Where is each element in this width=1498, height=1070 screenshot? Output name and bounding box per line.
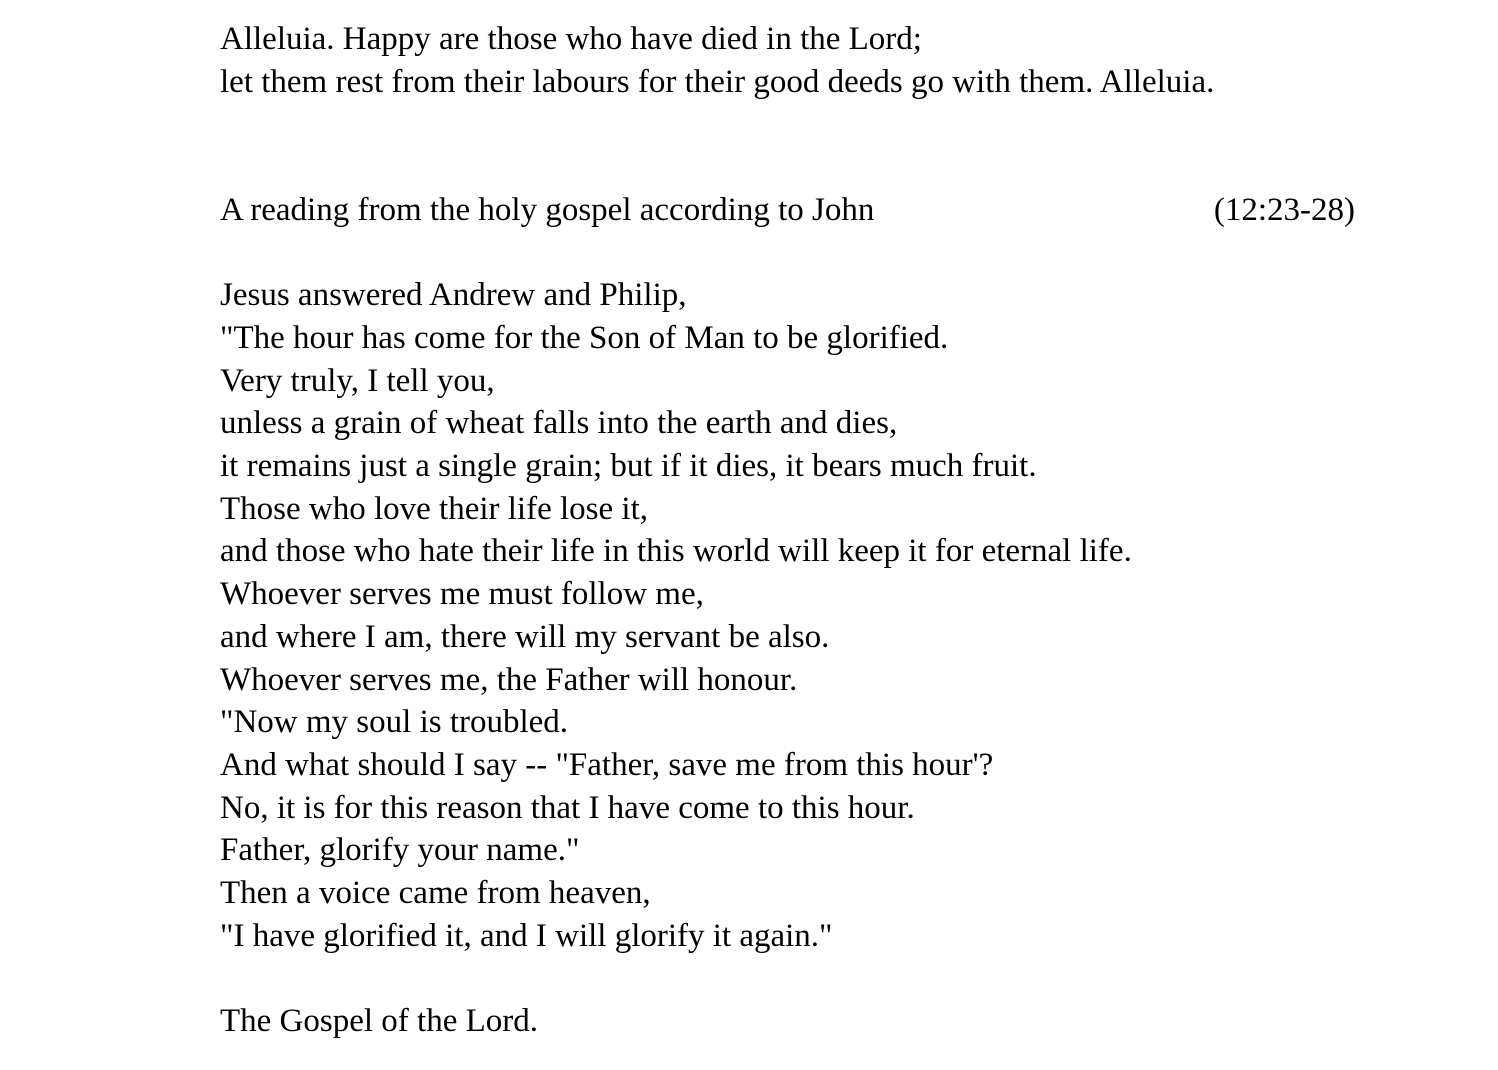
blank-line <box>220 103 1498 146</box>
gospel-text-line: "The hour has come for the Son of Man to be glorified. <box>220 319 949 356</box>
gospel-text-line: Those who love their life lose it, <box>220 490 648 527</box>
gospel-text-line: and those who hate their life in this world will keep it for eternal life. <box>220 533 1132 570</box>
gospel-text-line: and where I am, there will my servant be also. <box>220 618 830 655</box>
scripture-reference: (12:23-28) <box>1213 191 1355 228</box>
blank-line <box>220 231 1498 274</box>
gospel-text-line: And what should I say -- "Father, save me from this hour'? <box>220 746 994 783</box>
gospel-text-line: "I have glorified it, and I will glorify it again." <box>220 917 833 954</box>
gospel-text-line: Jesus answered Andrew and Philip, <box>220 277 687 314</box>
blank-line <box>220 146 1498 189</box>
reading-heading <box>220 189 1355 232</box>
gospel-text-line: Then a voice came from heaven, <box>220 875 651 912</box>
reading-title: A reading from the holy gospel according to John <box>220 191 875 228</box>
gospel-text-line: Father, glorify your name." <box>220 832 580 869</box>
closing-line: The Gospel of the Lord. <box>220 1003 538 1040</box>
gospel-text-line: it remains just a single grain; but if it dies, it bears much fruit. <box>220 447 1037 484</box>
alleluia-line: Alleluia. Happy are those who have died in the Lord; <box>220 21 922 57</box>
gospel-text-line: No, it is for this reason that I have come to this hour. <box>220 789 915 826</box>
alleluia-line: let them rest from their labours for their good deeds go with them. Alleluia. <box>220 63 1215 100</box>
gospel-text-line: unless a grain of wheat falls into the earth and dies, <box>220 405 898 442</box>
gospel-text-line: Whoever serves me must follow me, <box>220 576 704 613</box>
gospel-text-line: Whoever serves me, the Father will honour. <box>220 661 798 698</box>
gospel-text-line: Very truly, I tell you, <box>220 362 495 399</box>
blank-line <box>220 957 1498 1000</box>
gospel-text-line: "Now my soul is troubled. <box>220 704 569 741</box>
